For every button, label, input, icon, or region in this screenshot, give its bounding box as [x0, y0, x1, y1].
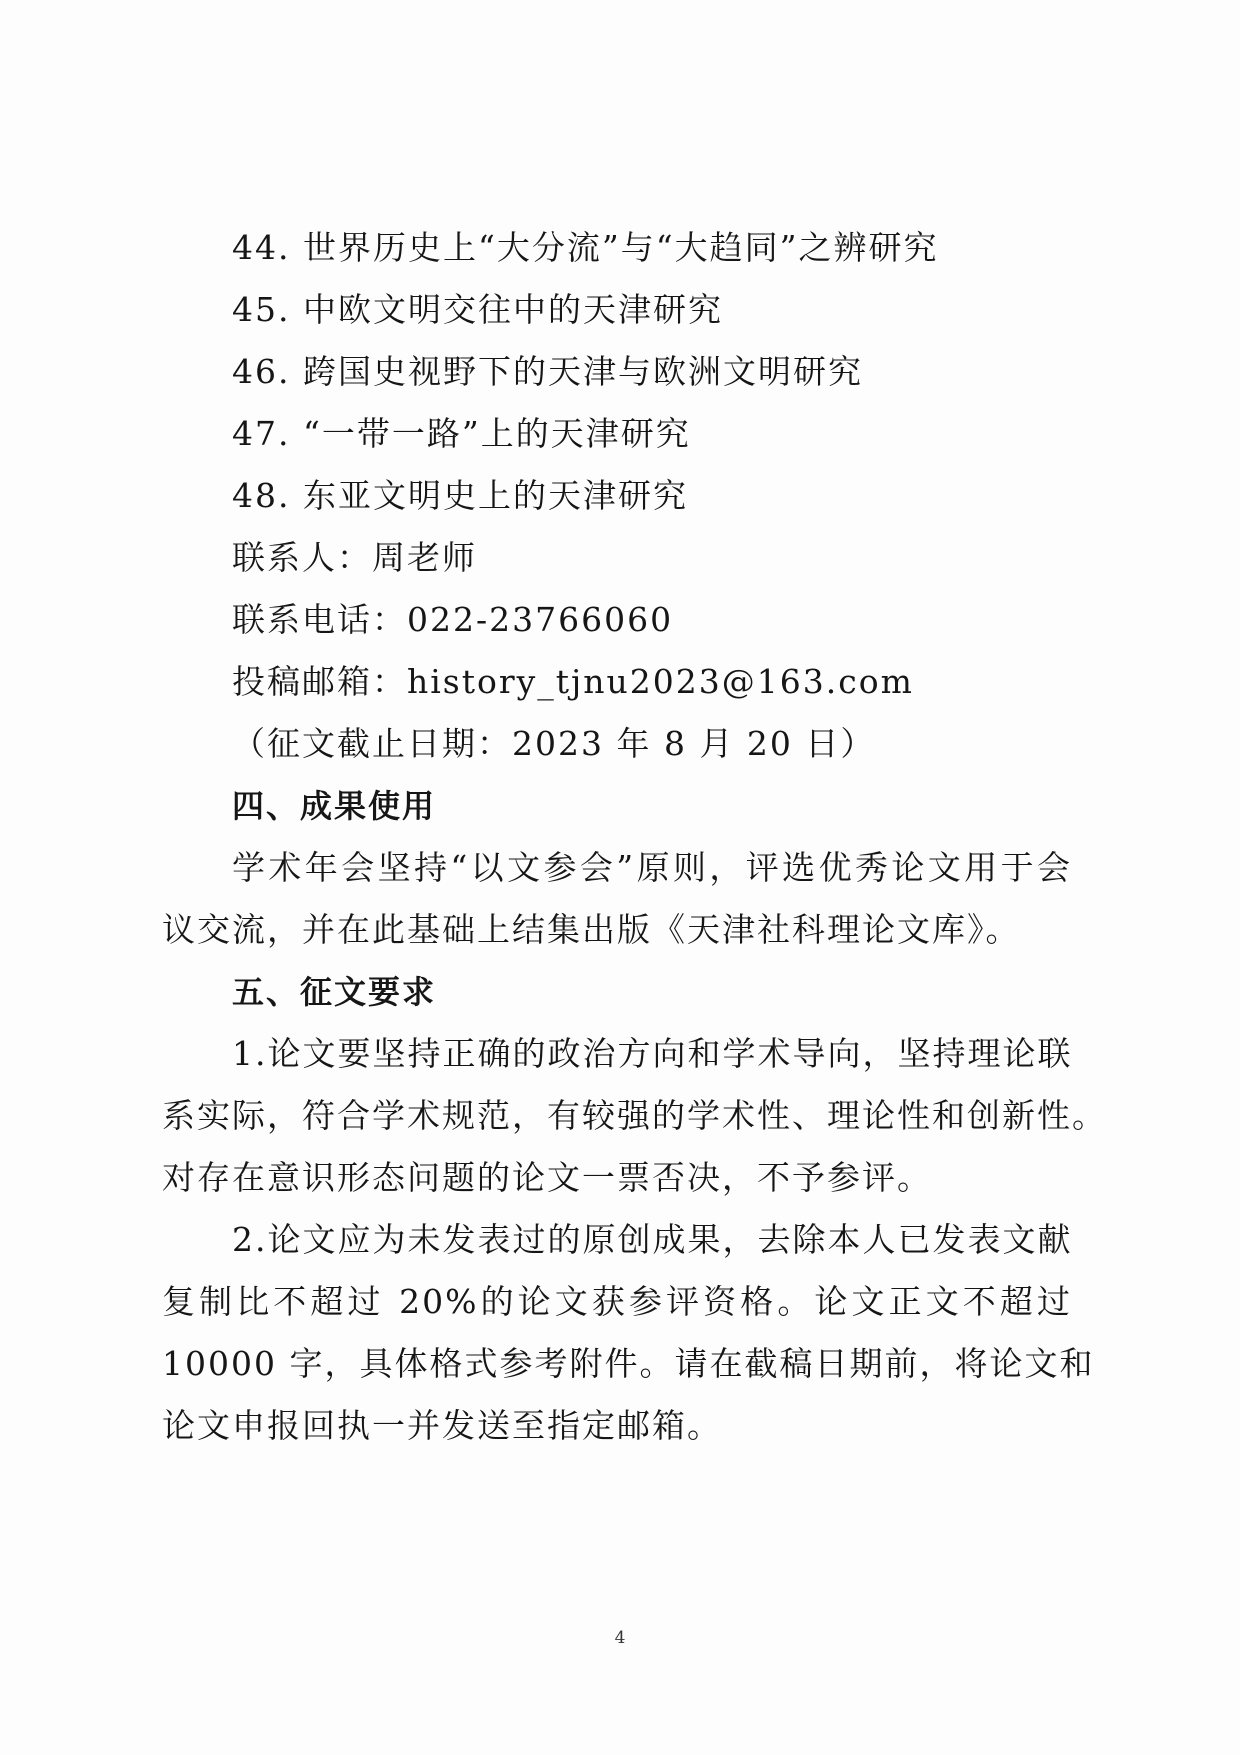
topic-item: 47. “一带一路”上的天津研究 — [232, 414, 691, 453]
section-heading-results-use: 四、成果使用 — [232, 787, 437, 825]
paragraph-line: 论文申报回执一并发送至指定邮箱。 — [162, 1406, 722, 1445]
paragraph-line: 10000 字，具体格式参考附件。请在截稿日期前，将论文和 — [162, 1344, 1095, 1383]
section-heading-requirements: 五、征文要求 — [232, 973, 437, 1011]
page-number: 4 — [614, 1628, 626, 1648]
paragraph-line: 学术年会坚持“以文参会”原则，评选优秀论文用于会 — [232, 848, 1072, 887]
contact-phone: 联系电话：022-23766060 — [232, 600, 674, 639]
paragraph-line: 议交流，并在此基础上结集出版《天津社科理论文库》。 — [162, 910, 1021, 949]
topic-item: 46. 跨国史视野下的天津与欧洲文明研究 — [232, 352, 863, 391]
paragraph-line: 2.论文应为未发表过的原创成果，去除本人已发表文献 — [232, 1220, 1073, 1259]
paragraph-line: 系实际，符合学术规范，有较强的学术性、理论性和创新性。 — [162, 1096, 1107, 1135]
contact-person: 联系人：周老师 — [232, 538, 477, 577]
contact-email: 投稿邮箱：history_tjnu2023@163.com — [232, 662, 914, 701]
paragraph-line: 1.论文要坚持正确的政治方向和学术导向，坚持理论联 — [232, 1034, 1073, 1073]
paragraph-line: 对存在意识形态问题的论文一票否决，不予参评。 — [162, 1158, 932, 1197]
topic-item: 44. 世界历史上“大分流”与“大趋同”之辨研究 — [232, 228, 939, 267]
submission-deadline: （征文截止日期：2023 年 8 月 20 日） — [232, 724, 876, 763]
topic-item: 45. 中欧文明交往中的天津研究 — [232, 290, 723, 329]
topic-item: 48. 东亚文明史上的天津研究 — [232, 476, 688, 515]
paragraph-line: 复制比不超过 20%的论文获参评资格。论文正文不超过 — [162, 1282, 1072, 1321]
